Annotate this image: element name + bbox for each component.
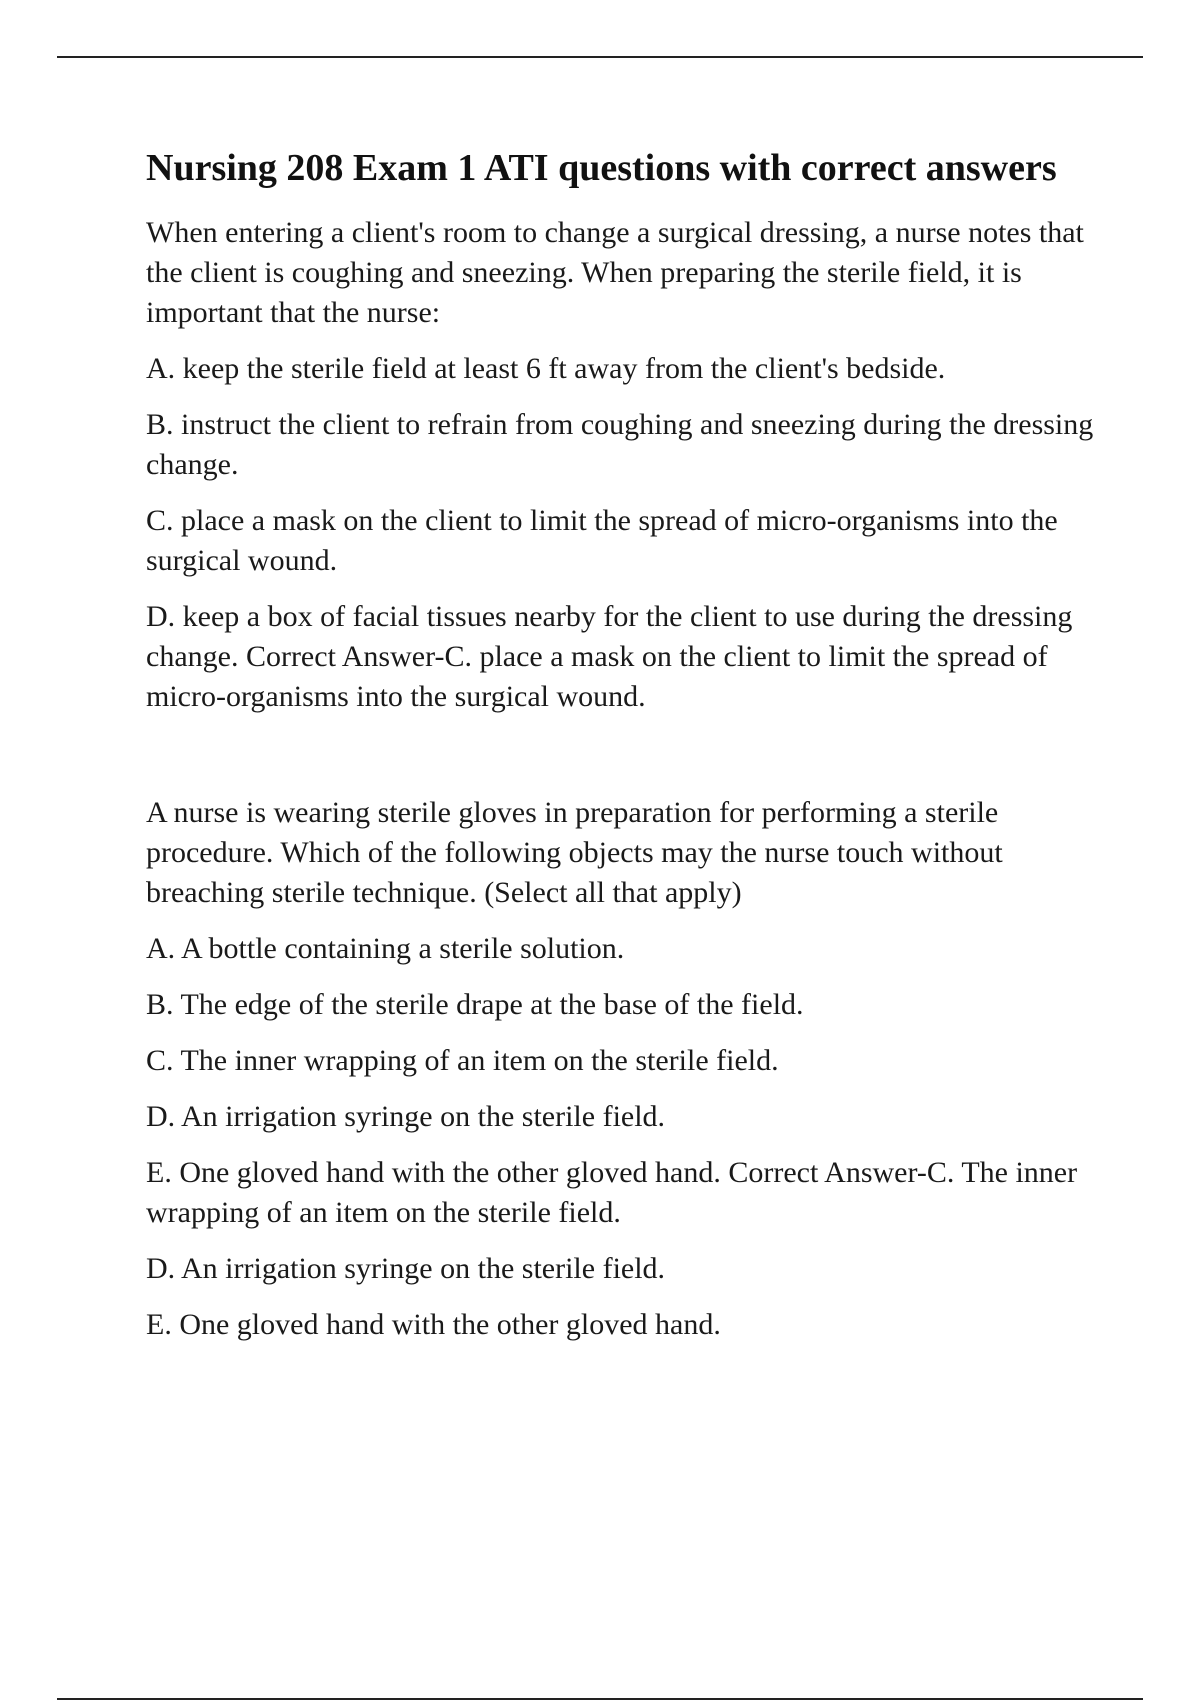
question-1-stem: When entering a client's room to change a surgical dressing, a nurse notes that the client is coughing and sneezing. When preparing the sterile field, it is important that the nurse: <box>146 216 1084 329</box>
question-1-option-d: D. keep a box of facial tissues nearby for the client to use during the dressing change. Correct Answer-C. place a mask on the client to limit the spread of micro-organisms into the surgical wound. <box>146 600 1073 713</box>
document-title: Nursing 208 Exam 1 ATI questions with correct answers <box>146 147 1057 189</box>
header-rule <box>57 56 1143 58</box>
question-2 <box>146 793 1106 1345</box>
question-2-option-a: A. A bottle containing a sterile solution. <box>146 932 625 965</box>
document-body <box>146 143 1106 1361</box>
question-1-option-b: B. instruct the client to refrain from coughing and sneezing during the dressing change. <box>146 408 1094 481</box>
question-2-option-c: C. The inner wrapping of an item on the sterile field. <box>146 1044 779 1077</box>
question-2-option-b: B. The edge of the sterile drape at the base of the field. <box>146 988 804 1021</box>
question-2-stem: A nurse is wearing sterile gloves in preparation for performing a sterile procedure. Which of the following objects may the nurse touch without breaching sterile technique. (Select all that apply) <box>146 796 1003 909</box>
question-1-option-c: C. place a mask on the client to limit the spread of micro-organisms into the surgical wound. <box>146 504 1058 577</box>
question-2-option-d: D. An irrigation syringe on the sterile field. <box>146 1100 666 1133</box>
question-spacer <box>146 733 1106 793</box>
question-2-answer-d: D. An irrigation syringe on the sterile field. <box>146 1252 666 1285</box>
question-1 <box>146 213 1106 717</box>
question-2-answer-e: E. One gloved hand with the other gloved hand. <box>146 1308 721 1341</box>
question-2-option-e: E. One gloved hand with the other gloved hand. Correct Answer-C. The inner wrapping of an item on the sterile field. <box>146 1156 1078 1229</box>
question-1-option-a: A. keep the sterile field at least 6 ft away from the client's bedside. <box>146 352 946 385</box>
